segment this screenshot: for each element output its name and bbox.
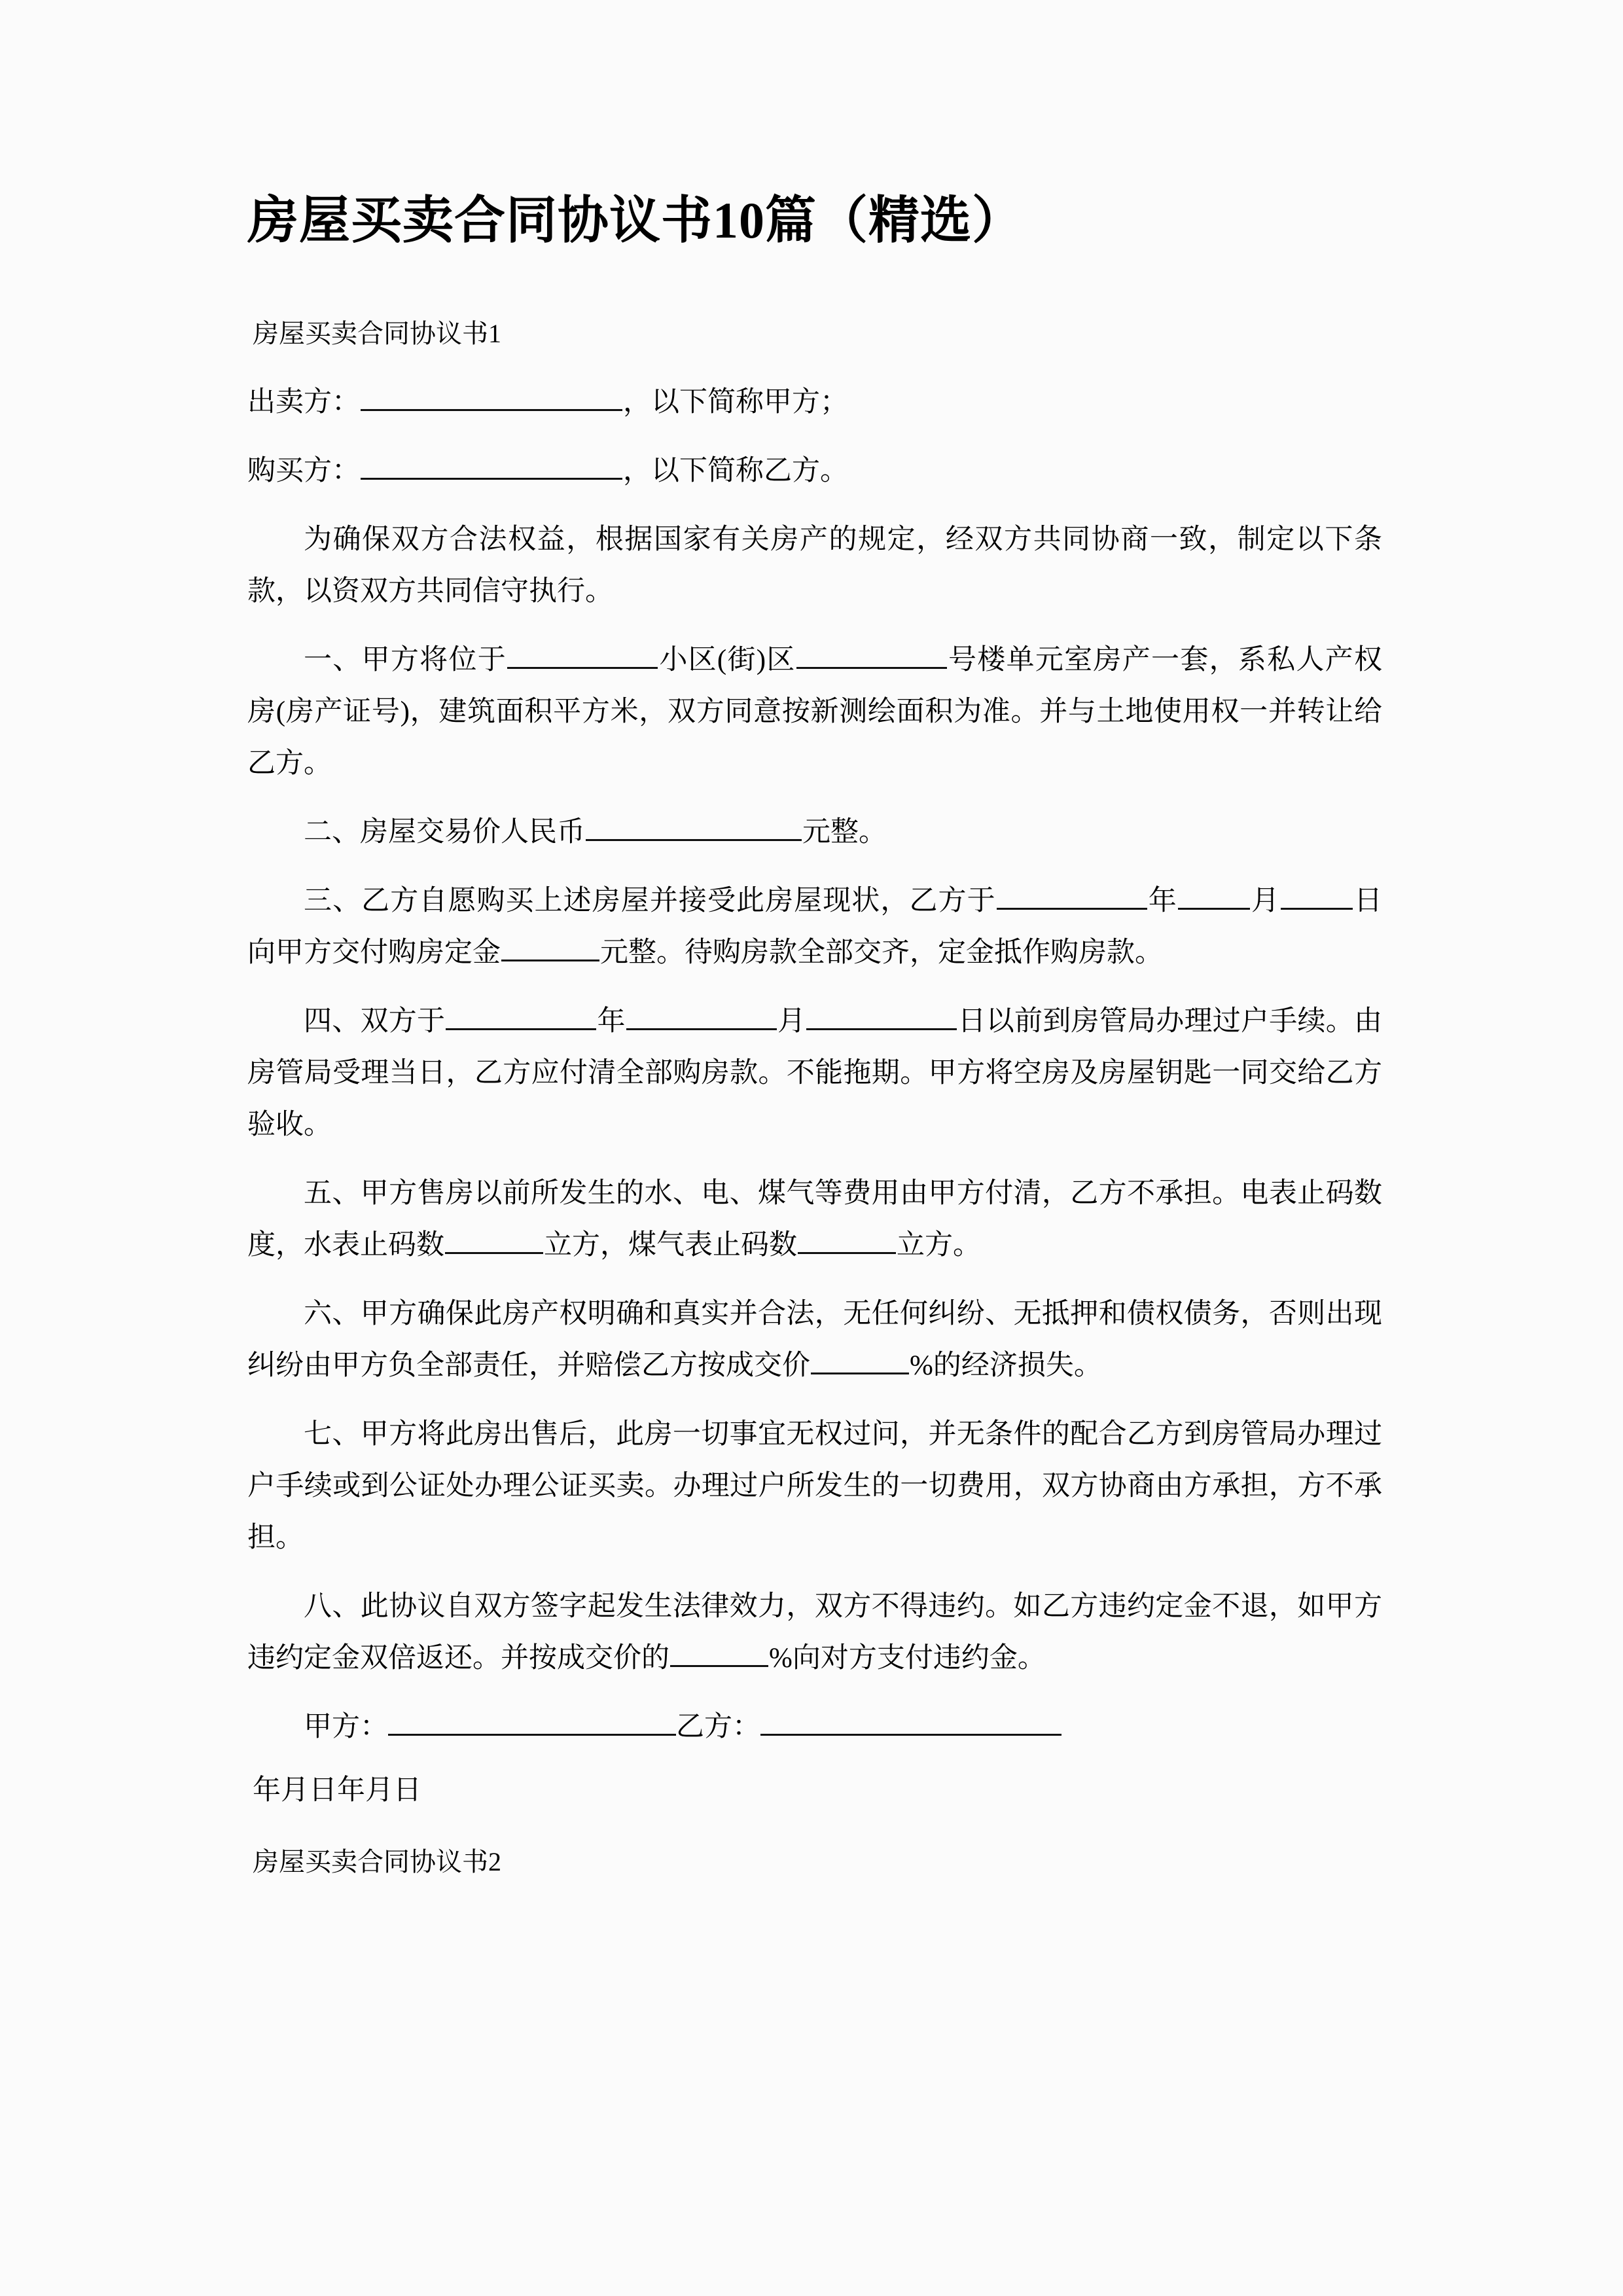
clause-1-part-a: 一、甲方将位于 [304,644,507,675]
clause-6-part-b: %的经济损失。 [910,1350,1102,1381]
clause-3-part-d: 日向甲方交付购房定金 [247,885,1383,968]
clause-2-price-blank[interactable] [586,811,802,841]
clause-5-gas-meter-blank[interactable] [798,1224,896,1254]
clause-4-part-c: 月 [777,1005,806,1037]
seller-name-blank[interactable] [361,381,622,411]
party-a-year-label: 年 [253,1774,281,1806]
clause-2-part-b: 元整。 [802,816,887,848]
clause-5-part-a: 五、甲方售房以前所发生的水、电、煤气等费用由甲方付清，乙方不承担。电表止码数度，水表止码数 [247,1177,1382,1261]
party-b-signature-blank[interactable] [760,1706,1061,1736]
clause-3-part-b: 年 [1147,885,1177,916]
clause-3 [247,875,1382,978]
party-a-label: 甲方： [304,1711,388,1742]
clause-1-community-blank[interactable] [507,639,658,669]
clause-4-part-d: 日以前到房管局办理过户手续。由房管局受理当日，乙方应付清全部购房款。不能拖期。甲方将空房及房屋钥匙一同交给乙方验收。 [247,1005,1382,1140]
clause-3-part-a: 三、乙方自愿购买上述房屋并接受此房屋现状，乙方于 [304,885,996,916]
seller-suffix: ，以下简称甲方； [623,386,848,418]
clause-5-part-c: 立方。 [897,1229,981,1261]
clause-6-percent-blank[interactable] [811,1344,909,1374]
clause-6-part-a: 六、甲方确保此房产权明确和真实并合法，无任何纠纷、无抵押和债权债务，否则出现纠纷由甲方负全部责任，并赔偿乙方按成交价 [247,1298,1382,1381]
party-b-day-label: 日 [393,1774,421,1806]
clause-8-percent-blank[interactable] [670,1637,768,1667]
clause-5-part-b: 立方，煤气表止码数 [544,1229,797,1261]
clause-5-water-meter-blank[interactable] [445,1224,543,1254]
buyer-suffix: ，以下简称乙方。 [623,455,848,486]
party-a-day-label: 日 [309,1774,337,1806]
seller-line [247,376,1382,428]
clause-8-part-a: 八、此协议自双方签字起发生法律效力，双方不得违约。如乙方违约定金不退，如甲方违约定金双倍返还。并按成交价的 [247,1590,1382,1674]
clause-3-year-blank[interactable] [997,880,1147,910]
buyer-line [247,445,1382,497]
party-a-month-label: 月 [281,1774,309,1806]
clause-2-part-a: 二、房屋交易价人民币 [304,816,585,848]
section-heading-1: 房屋买卖合同协议书1 [253,318,501,348]
party-b-year-label: 年 [337,1774,365,1806]
clause-1 [247,634,1382,789]
signature-row [247,1701,1382,1753]
party-a-signature-blank[interactable] [388,1706,676,1736]
clause-4-part-a: 四、双方于 [304,1005,446,1037]
seller-label: 出卖方： [247,386,360,418]
buyer-label: 购买方： [247,455,360,486]
buyer-name-blank[interactable] [361,450,622,480]
clause-4 [247,996,1382,1151]
clause-7: 七、甲方将此房出售后，此房一切事宜无权过问，并无条件的配合乙方到房管局办理过户手续或到公证处办理公证买卖。办理过户所发生的一切费用，双方协商由方承担，方不承担。 [247,1418,1382,1553]
page-content-column [247,0,1382,1888]
clause-2 [247,806,1382,858]
clause-6 [247,1288,1382,1391]
page-title: 房屋买卖合同协议书10篇（精选） [247,192,1024,249]
clause-4-month-blank[interactable] [626,1000,777,1030]
clause-4-year-blank[interactable] [446,1000,596,1030]
clause-3-month-blank[interactable] [1178,880,1250,910]
clause-1-part-b: 小区(街)区 [658,644,796,675]
clause-4-day-blank[interactable] [806,1000,957,1030]
signature-date-row [247,1765,1382,1816]
clause-3-part-e: 元整。待购房款全部交齐，定金抵作购房款。 [600,937,1163,968]
preamble-paragraph: 为确保双方合法权益，根据国家有关房产的规定，经双方共同协商一致，制定以下条款，以资双方共同信守执行。 [247,524,1382,607]
section-heading-2: 房屋买卖合同协议书2 [253,1846,501,1876]
party-b-label: 乙方： [676,1711,760,1742]
clause-3-day-blank[interactable] [1281,880,1353,910]
clause-8 [247,1581,1382,1684]
clause-5 [247,1168,1382,1271]
clause-3-part-c: 月 [1250,885,1280,916]
document-body [247,308,1382,1888]
clause-4-part-b: 年 [597,1005,626,1037]
clause-1-part-c: 号楼单元室房产一套，系私人产权房(房产证号)，建筑面积平方米，双方同意按新测绘面积为准。并与土地使用权一并转让给乙方。 [247,644,1383,779]
clause-3-deposit-blank[interactable] [501,931,599,961]
clause-1-building-blank[interactable] [796,639,947,669]
party-b-month-label: 月 [365,1774,393,1806]
clause-8-part-b: %向对方支付违约金。 [769,1642,1046,1674]
